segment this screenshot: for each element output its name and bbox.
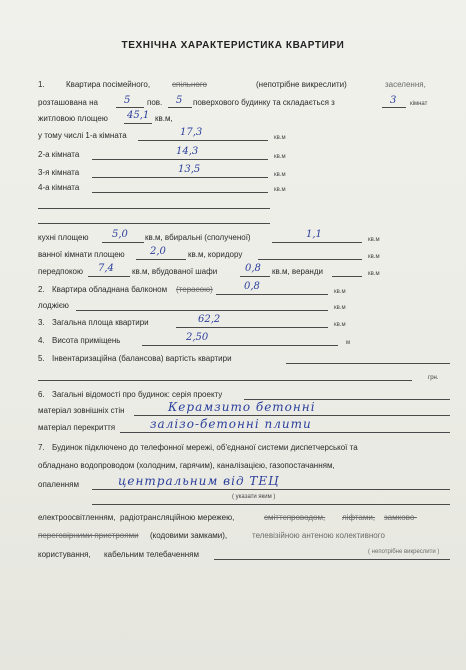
closet-label: кв.м, вбудованої шафи [132,267,218,276]
s7-electric: електроосвітленням, [38,513,116,522]
hall-line [88,276,130,277]
s7-use: користування, [38,550,91,559]
s1-number: 1. [38,80,45,89]
s4-number: 4. [38,336,45,345]
s2-number: 2. [38,285,45,294]
bath-value: 2,0 [150,246,166,257]
value-line-1 [286,363,450,364]
balcony-line [216,294,328,295]
s2-terrace: (терасою) [176,285,213,294]
room1-value: 17,3 [180,127,203,138]
veranda-unit: кв.м [368,271,380,277]
veranda-label: кв.м, веранди [272,267,323,276]
total-area-unit: кв.м [334,322,346,328]
room4-line [92,192,268,193]
s7-radio: радіотрансляційною мережею, [120,513,235,522]
floor-line [116,107,144,108]
room2-line [92,159,268,160]
rooms-value: 3 [390,95,397,106]
walls-label: матеріал зовнішніх стін [38,406,125,415]
room3-label: 3-я кімната [38,168,80,177]
walls-value: Керамзито бетонні [168,400,316,414]
cable-tv-line [214,559,450,560]
heating-label: опаленням [38,480,80,489]
total-area-line [176,327,328,328]
veranda-line [332,276,362,277]
s2-text: Квартира обладнана балконом [52,285,168,294]
s7-code-locks: (кодовими замками), [150,531,228,540]
total-area-value: 62,2 [198,314,221,325]
s1-text-i: кімнат [410,101,428,107]
s7-garbage: сміттєпроводом, [264,513,326,522]
s7-lifts: ліфтами, [342,513,376,522]
floors-total-value: 5 [176,95,183,106]
s7-lock: замково- [384,513,417,522]
heating-value: центральним від ТЕЦ [118,474,280,488]
s3-text: Загальна площа квартири [52,318,149,327]
s1-text-c: спільного [172,80,208,89]
height-unit: м [346,340,351,346]
s7-cable-tv: кабельним телебаченням [104,550,199,559]
room3-value: 13,5 [178,164,201,175]
s7-intercom: переговірними пристроями [38,531,139,540]
s1-text-g: пов. [147,98,163,107]
room1-line [138,140,268,141]
s7-tv-antenna: телевізійною антеною колективного [252,531,385,540]
s1-located-label: розташована на [38,98,98,107]
wc-value: 1,1 [306,229,322,240]
room1-label: у тому числі 1-а кімната [38,131,127,140]
kitchen-label: кухні площею [38,233,89,242]
heating-line-2 [92,504,450,505]
closet-line [240,276,270,277]
wc-label: кв.м, вбиральні (сполученої) [145,233,251,242]
blank-line-1 [38,208,270,209]
s6-text: Загальні відомості про будинок: серія проекту [52,390,223,399]
s4-text: Висота приміщень [52,336,121,345]
loggia-unit: кв.м [334,305,346,311]
loggia-line [76,310,328,311]
s1-text-b: Квартира посімейного, [66,80,151,89]
s6-number: 6. [38,390,45,399]
ceiling-label: матеріал перекриття [38,423,116,432]
s1-text-k: кв.м, [155,114,173,123]
kitchen-line [102,242,144,243]
height-value: 2,50 [186,332,209,343]
living-area-label: житловою площею [38,114,108,123]
s3-number: 3. [38,318,45,327]
s7-line2: обладнано водопроводом (холодним, гарячим), каналізацією, газопостачанням, [38,461,335,470]
living-area-value: 45,1 [127,110,150,121]
s7-number: 7. [38,443,45,452]
wc-line [272,242,362,243]
closet-value: 0,8 [245,263,261,274]
s1-text-e: заселення, [385,80,426,89]
living-area-line [124,123,152,124]
room3-line [92,177,268,178]
corridor-unit: кв.м [368,254,380,260]
room1-unit: кв.м [274,135,286,141]
room4-label: 4-а кімната [38,183,80,192]
corridor-label: кв.м, коридору [188,250,243,259]
s5-number: 5. [38,354,45,363]
s7-strike-note: ( непотрібне викреслити ) [368,549,440,555]
rooms-line [382,107,406,108]
bath-line [136,259,186,260]
currency-label: грн. [428,375,439,381]
room2-value: 14,3 [176,146,199,157]
ceiling-line [120,432,450,433]
form-title: ТЕХНІЧНА ХАРАКТЕРИСТИКА КВАРТИРИ [121,40,345,51]
hall-label: передпокою [38,267,83,276]
heating-note: ( указати яким ) [232,494,276,500]
s7-line1: Будинок підключено до телефонної мережі, об'єднаної системи диспетчерської та [52,443,358,452]
wc-unit: кв.м [368,237,380,243]
floor-value: 5 [124,95,131,106]
s1-text-d: (непотрібне викреслити) [256,80,347,89]
s5-text: Інвентаризаційна (балансова) вартість квартири [52,354,232,363]
room3-unit: кв.м [274,172,286,178]
corridor-line [258,259,362,260]
floors-total-line [168,107,192,108]
room2-unit: кв.м [274,154,286,160]
loggia-label: лоджією [38,301,69,310]
kitchen-value: 5,0 [112,229,128,240]
room2-label: 2-а кімната [38,150,80,159]
value-line-2 [38,380,412,381]
walls-line [134,415,450,416]
ceiling-value: залізо-бетонні плити [150,417,312,431]
room4-unit: кв.м [274,187,286,193]
s1-text-h: поверхового будинку та складається з [193,98,335,107]
balcony-unit: кв.м [334,289,346,295]
heating-line [92,489,450,490]
height-line [142,345,338,346]
balcony-value: 0,8 [244,281,260,292]
hall-value: 7,4 [98,263,114,274]
bath-label: ванної кімнати площею [38,250,125,259]
blank-line-2 [38,223,270,224]
